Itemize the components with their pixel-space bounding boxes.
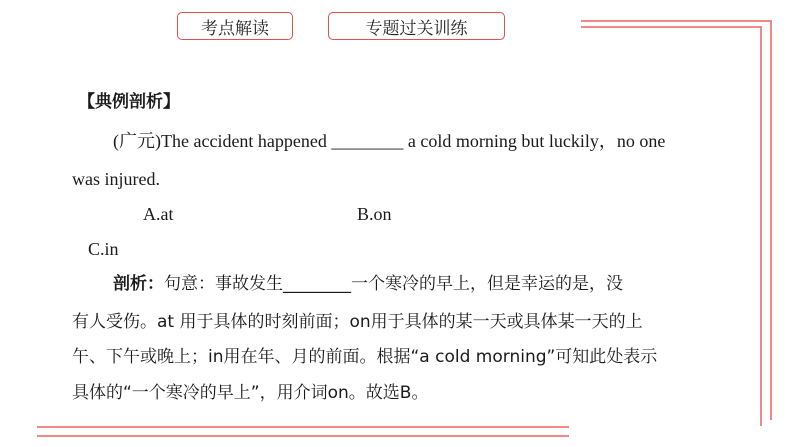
option-c: C.in [88, 239, 119, 259]
decor-line-top-outer [581, 20, 771, 22]
question-line-2: was injured. [72, 169, 160, 189]
section-heading: 【典例剖析】 [78, 92, 180, 112]
tab-topic-training[interactable] [328, 12, 505, 40]
decor-line-right-outer [770, 20, 772, 420]
decor-line-bottom-upper [37, 426, 569, 428]
option-b: B.on [357, 204, 392, 224]
tab-exam-points-label: 考点解读 [201, 18, 269, 39]
analysis-line-4: 具体的“一个寒冷的早上”，用介词on。故选B。 [72, 383, 429, 403]
tab-topic-training-label: 专题过关训练 [365, 18, 468, 39]
analysis-line-1 [113, 272, 623, 296]
tab-exam-points[interactable] [177, 12, 293, 40]
decor-line-bottom-lower [37, 435, 569, 437]
option-a: A.at [143, 204, 174, 224]
analysis-line-3: 午、下午或晚上；in用在年、月的前面。根据“a cold morning”可知此处表示 [72, 347, 658, 367]
analysis-line-2: 有人受伤。at 用于具体的时刻前面；on用于具体的某一天或具体某一天的上 [72, 312, 643, 332]
decor-line-top-inner [581, 26, 761, 28]
analysis-label: 剖析： [113, 274, 164, 294]
question-line-1: (广元)The accident happened ________ a cold morning but luckily，no one [113, 131, 666, 151]
decor-line-right-inner [760, 26, 762, 426]
analysis-line-1-text: 句意：事故发生________一个寒冷的早上，但是幸运的是，没 [164, 274, 623, 294]
